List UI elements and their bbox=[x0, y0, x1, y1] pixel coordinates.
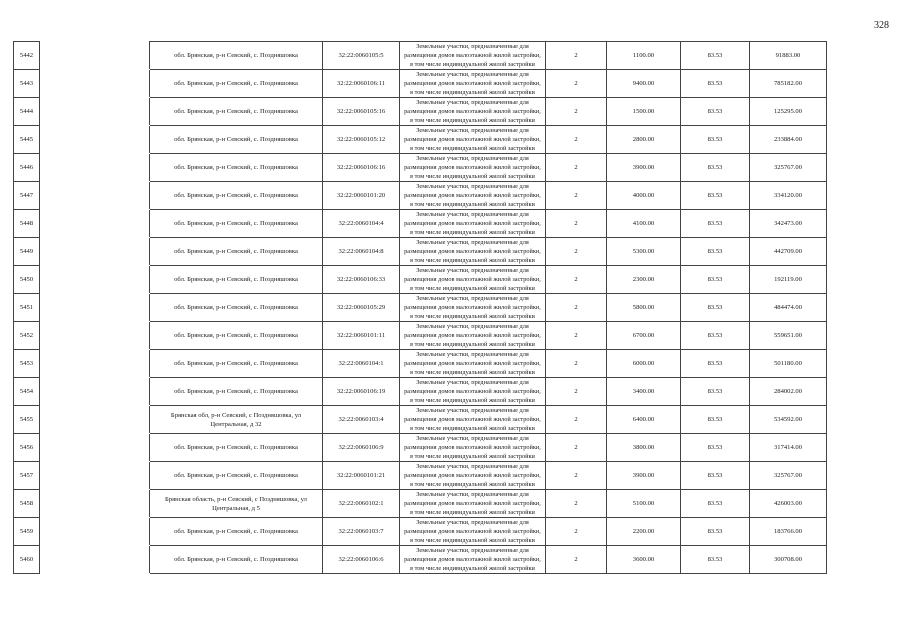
cell-address: обл. Брянская, р-н Севский, с. Поздняшовка bbox=[150, 70, 323, 98]
cell-group: 2 bbox=[546, 98, 607, 126]
cell-cadastral-number: 32:22:0060106:9 bbox=[323, 434, 400, 462]
page-number: 328 bbox=[874, 20, 889, 31]
cell-specific-value: 83.53 bbox=[681, 518, 750, 546]
cell-cadastral-number: 32:22:0060103:7 bbox=[323, 518, 400, 546]
cell-empty bbox=[40, 294, 150, 322]
cell-number: 5454 bbox=[14, 378, 40, 406]
cell-specific-value: 83.53 bbox=[681, 266, 750, 294]
cell-empty bbox=[40, 238, 150, 266]
cell-number: 5458 bbox=[14, 490, 40, 518]
cell-cadastral-value: 342473.00 bbox=[750, 210, 827, 238]
cell-land-use-description: Земельные участки, предназначенные для размещения домов малоэтажной жилой застройки, в том числе индивидуальной жилой застройки bbox=[400, 70, 546, 98]
table-row bbox=[14, 182, 905, 210]
cell-trailing-gap bbox=[827, 546, 905, 574]
table-row bbox=[14, 406, 905, 434]
cell-specific-value: 83.53 bbox=[681, 350, 750, 378]
cell-specific-value: 83.53 bbox=[681, 462, 750, 490]
cell-address: обл. Брянская, р-н Севский, с. Поздняшовка bbox=[150, 518, 323, 546]
cell-address: обл. Брянская, р-н Севский, с. Поздняшовка bbox=[150, 154, 323, 182]
cell-cadastral-number: 32:22:0060101:21 bbox=[323, 462, 400, 490]
cell-specific-value: 83.53 bbox=[681, 98, 750, 126]
cell-specific-value: 83.53 bbox=[681, 182, 750, 210]
cell-address: обл. Брянская, р-н Севский, с. Поздняшовка bbox=[150, 98, 323, 126]
cell-address: обл. Брянская, р-н Севский, с. Поздняшовка bbox=[150, 210, 323, 238]
cell-empty bbox=[40, 490, 150, 518]
cell-area: 3400.00 bbox=[607, 378, 681, 406]
cell-group: 2 bbox=[546, 154, 607, 182]
cell-number: 5448 bbox=[14, 210, 40, 238]
cell-empty bbox=[40, 350, 150, 378]
cell-land-use-description: Земельные участки, предназначенные для размещения домов малоэтажной жилой застройки, в том числе индивидуальной жилой застройки bbox=[400, 42, 546, 70]
cell-address: обл. Брянская, р-н Севский, с. Поздняшовка bbox=[150, 322, 323, 350]
cell-group: 2 bbox=[546, 406, 607, 434]
cell-area: 3900.00 bbox=[607, 462, 681, 490]
cell-cadastral-number: 32:22:0060101:11 bbox=[323, 322, 400, 350]
cell-number: 5455 bbox=[14, 406, 40, 434]
cell-cadastral-value: 192119.00 bbox=[750, 266, 827, 294]
cell-land-use-description: Земельные участки, предназначенные для размещения домов малоэтажной жилой застройки, в том числе индивидуальной жилой застройки bbox=[400, 210, 546, 238]
cell-area: 2200.00 bbox=[607, 518, 681, 546]
cell-number: 5444 bbox=[14, 98, 40, 126]
cell-specific-value: 83.53 bbox=[681, 70, 750, 98]
cell-cadastral-value: 334120.00 bbox=[750, 182, 827, 210]
cell-group: 2 bbox=[546, 490, 607, 518]
cell-cadastral-number: 32:22:0060105:5 bbox=[323, 42, 400, 70]
cell-group: 2 bbox=[546, 434, 607, 462]
cell-land-use-description: Земельные участки, предназначенные для размещения домов малоэтажной жилой застройки, в том числе индивидуальной жилой застройки bbox=[400, 378, 546, 406]
table-row bbox=[14, 210, 905, 238]
cell-specific-value: 83.53 bbox=[681, 546, 750, 574]
cell-number: 5452 bbox=[14, 322, 40, 350]
cell-group: 2 bbox=[546, 266, 607, 294]
cell-cadastral-number: 32:22:0060105:29 bbox=[323, 294, 400, 322]
cell-cadastral-value: 317414.00 bbox=[750, 434, 827, 462]
cell-cadastral-value: 325767.00 bbox=[750, 462, 827, 490]
cell-area: 5800.00 bbox=[607, 294, 681, 322]
cell-group: 2 bbox=[546, 350, 607, 378]
cell-address: обл. Брянская, р-н Севский, с. Поздняшовка bbox=[150, 434, 323, 462]
cell-area: 2300.00 bbox=[607, 266, 681, 294]
cell-group: 2 bbox=[546, 378, 607, 406]
cell-land-use-description: Земельные участки, предназначенные для размещения домов малоэтажной жилой застройки, в том числе индивидуальной жилой застройки bbox=[400, 182, 546, 210]
cell-land-use-description: Земельные участки, предназначенные для размещения домов малоэтажной жилой застройки, в том числе индивидуальной жилой застройки bbox=[400, 434, 546, 462]
cell-group: 2 bbox=[546, 322, 607, 350]
cell-group: 2 bbox=[546, 546, 607, 574]
cell-trailing-gap bbox=[827, 154, 905, 182]
table-row bbox=[14, 350, 905, 378]
cell-group: 2 bbox=[546, 126, 607, 154]
cell-empty bbox=[40, 98, 150, 126]
cell-address: Брянская обл, р-н Севский, с Поздняшовка, ул Центральная, д 32 bbox=[150, 406, 323, 434]
cell-cadastral-number: 32:22:0060106:6 bbox=[323, 546, 400, 574]
cell-cadastral-number: 32:22:0060106:11 bbox=[323, 70, 400, 98]
table-row bbox=[14, 98, 905, 126]
cell-specific-value: 83.53 bbox=[681, 406, 750, 434]
cell-specific-value: 83.53 bbox=[681, 154, 750, 182]
table-row bbox=[14, 126, 905, 154]
cell-cadastral-value: 125295.00 bbox=[750, 98, 827, 126]
cell-cadastral-number: 32:22:0060104:1 bbox=[323, 350, 400, 378]
cell-cadastral-number: 32:22:0060106:16 bbox=[323, 154, 400, 182]
cell-land-use-description: Земельные участки, предназначенные для размещения домов малоэтажной жилой застройки, в том числе индивидуальной жилой застройки bbox=[400, 294, 546, 322]
cell-group: 2 bbox=[546, 462, 607, 490]
cell-land-use-description: Земельные участки, предназначенные для размещения домов малоэтажной жилой застройки, в том числе индивидуальной жилой застройки bbox=[400, 98, 546, 126]
cell-cadastral-value: 325767.00 bbox=[750, 154, 827, 182]
cell-cadastral-value: 300708.00 bbox=[750, 546, 827, 574]
cell-area: 3900.00 bbox=[607, 154, 681, 182]
cell-trailing-gap bbox=[827, 238, 905, 266]
cell-cadastral-number: 32:22:0060104:8 bbox=[323, 238, 400, 266]
cell-empty bbox=[40, 434, 150, 462]
cell-trailing-gap bbox=[827, 378, 905, 406]
table-row bbox=[14, 546, 905, 574]
cell-trailing-gap bbox=[827, 490, 905, 518]
cell-cadastral-number: 32:22:0060104:4 bbox=[323, 210, 400, 238]
cell-address: обл. Брянская, р-н Севский, с. Поздняшовка bbox=[150, 294, 323, 322]
cell-number: 5459 bbox=[14, 518, 40, 546]
cell-trailing-gap bbox=[827, 350, 905, 378]
cell-specific-value: 83.53 bbox=[681, 126, 750, 154]
cell-cadastral-number: 32:22:0060101:20 bbox=[323, 182, 400, 210]
cell-address: обл. Брянская, р-н Севский, с. Поздняшовка bbox=[150, 462, 323, 490]
cell-address: обл. Брянская, р-н Севский, с. Поздняшовка bbox=[150, 546, 323, 574]
cell-empty bbox=[40, 154, 150, 182]
cell-cadastral-value: 442709.00 bbox=[750, 238, 827, 266]
cell-land-use-description: Земельные участки, предназначенные для размещения домов малоэтажной жилой застройки, в том числе индивидуальной жилой застройки bbox=[400, 518, 546, 546]
cell-trailing-gap bbox=[827, 266, 905, 294]
cell-cadastral-value: 426003.00 bbox=[750, 490, 827, 518]
cell-cadastral-value: 534592.00 bbox=[750, 406, 827, 434]
cell-cadastral-number: 32:22:0060105:16 bbox=[323, 98, 400, 126]
cell-empty bbox=[40, 462, 150, 490]
cell-land-use-description: Земельные участки, предназначенные для размещения домов малоэтажной жилой застройки, в том числе индивидуальной жилой застройки bbox=[400, 154, 546, 182]
cell-cadastral-number: 32:22:0060103:4 bbox=[323, 406, 400, 434]
cell-cadastral-value: 183766.00 bbox=[750, 518, 827, 546]
cell-number: 5446 bbox=[14, 154, 40, 182]
table-row bbox=[14, 434, 905, 462]
cell-number: 5445 bbox=[14, 126, 40, 154]
cell-area: 6400.00 bbox=[607, 406, 681, 434]
cell-land-use-description: Земельные участки, предназначенные для размещения домов малоэтажной жилой застройки, в том числе индивидуальной жилой застройки bbox=[400, 546, 546, 574]
cell-group: 2 bbox=[546, 182, 607, 210]
cell-trailing-gap bbox=[827, 210, 905, 238]
cell-area: 1100.00 bbox=[607, 42, 681, 70]
cell-cadastral-value: 484474.00 bbox=[750, 294, 827, 322]
cell-address: обл. Брянская, р-н Севский, с. Поздняшовка bbox=[150, 126, 323, 154]
cadastral-value-table bbox=[13, 41, 905, 574]
cell-address: обл. Брянская, р-н Севский, с. Поздняшовка bbox=[150, 238, 323, 266]
cell-land-use-description: Земельные участки, предназначенные для размещения домов малоэтажной жилой застройки, в том числе индивидуальной жилой застройки bbox=[400, 350, 546, 378]
table-row bbox=[14, 70, 905, 98]
cell-specific-value: 83.53 bbox=[681, 210, 750, 238]
cell-area: 5300.00 bbox=[607, 238, 681, 266]
cell-empty bbox=[40, 182, 150, 210]
cell-area: 9400.00 bbox=[607, 70, 681, 98]
cell-group: 2 bbox=[546, 210, 607, 238]
cell-cadastral-value: 233884.00 bbox=[750, 126, 827, 154]
cell-number: 5442 bbox=[14, 42, 40, 70]
cell-number: 5456 bbox=[14, 434, 40, 462]
cell-trailing-gap bbox=[827, 406, 905, 434]
table-row bbox=[14, 266, 905, 294]
table-row bbox=[14, 154, 905, 182]
cell-land-use-description: Земельные участки, предназначенные для размещения домов малоэтажной жилой застройки, в том числе индивидуальной жилой застройки bbox=[400, 462, 546, 490]
cell-empty bbox=[40, 378, 150, 406]
cell-address: Брянская область, р-н Севский, с Поздняшовка, ул Центральная, д 5 bbox=[150, 490, 323, 518]
cell-group: 2 bbox=[546, 70, 607, 98]
cell-address: обл. Брянская, р-н Севский, с. Поздняшовка bbox=[150, 350, 323, 378]
cell-cadastral-number: 32:22:0060102:1 bbox=[323, 490, 400, 518]
cell-land-use-description: Земельные участки, предназначенные для размещения домов малоэтажной жилой застройки, в том числе индивидуальной жилой застройки bbox=[400, 266, 546, 294]
cell-area: 3600.00 bbox=[607, 546, 681, 574]
cell-number: 5447 bbox=[14, 182, 40, 210]
table-row bbox=[14, 490, 905, 518]
table-row bbox=[14, 322, 905, 350]
cell-empty bbox=[40, 406, 150, 434]
cell-specific-value: 83.53 bbox=[681, 490, 750, 518]
cell-cadastral-value: 559651.00 bbox=[750, 322, 827, 350]
cell-area: 5100.00 bbox=[607, 490, 681, 518]
cell-number: 5443 bbox=[14, 70, 40, 98]
table-body bbox=[14, 42, 905, 574]
cell-trailing-gap bbox=[827, 434, 905, 462]
cell-number: 5460 bbox=[14, 546, 40, 574]
cell-trailing-gap bbox=[827, 518, 905, 546]
cell-number: 5451 bbox=[14, 294, 40, 322]
cell-trailing-gap bbox=[827, 182, 905, 210]
cell-trailing-gap bbox=[827, 294, 905, 322]
cell-cadastral-value: 284002.00 bbox=[750, 378, 827, 406]
cell-group: 2 bbox=[546, 518, 607, 546]
cell-land-use-description: Земельные участки, предназначенные для размещения домов малоэтажной жилой застройки, в том числе индивидуальной жилой застройки bbox=[400, 490, 546, 518]
cell-group: 2 bbox=[546, 42, 607, 70]
cell-address: обл. Брянская, р-н Севский, с. Поздняшовка bbox=[150, 266, 323, 294]
cell-land-use-description: Земельные участки, предназначенные для размещения домов малоэтажной жилой застройки, в том числе индивидуальной жилой застройки bbox=[400, 126, 546, 154]
cell-specific-value: 83.53 bbox=[681, 42, 750, 70]
cell-cadastral-number: 32:22:0060105:12 bbox=[323, 126, 400, 154]
cell-cadastral-value: 785182.00 bbox=[750, 70, 827, 98]
cell-area: 6700.00 bbox=[607, 322, 681, 350]
cell-address: обл. Брянская, р-н Севский, с. Поздняшовка bbox=[150, 182, 323, 210]
cell-cadastral-value: 501180.00 bbox=[750, 350, 827, 378]
cell-group: 2 bbox=[546, 238, 607, 266]
cell-empty bbox=[40, 42, 150, 70]
table-row bbox=[14, 42, 905, 70]
cell-empty bbox=[40, 518, 150, 546]
cell-area: 1500.00 bbox=[607, 98, 681, 126]
cell-cadastral-number: 32:22:0060106:33 bbox=[323, 266, 400, 294]
cell-trailing-gap bbox=[827, 70, 905, 98]
cell-empty bbox=[40, 210, 150, 238]
cell-land-use-description: Земельные участки, предназначенные для размещения домов малоэтажной жилой застройки, в том числе индивидуальной жилой застройки bbox=[400, 238, 546, 266]
cell-specific-value: 83.53 bbox=[681, 294, 750, 322]
cell-area: 3800.00 bbox=[607, 434, 681, 462]
cell-number: 5457 bbox=[14, 462, 40, 490]
cell-land-use-description: Земельные участки, предназначенные для размещения домов малоэтажной жилой застройки, в том числе индивидуальной жилой застройки bbox=[400, 322, 546, 350]
cell-trailing-gap bbox=[827, 322, 905, 350]
cell-specific-value: 83.53 bbox=[681, 378, 750, 406]
cell-area: 4000.00 bbox=[607, 182, 681, 210]
cell-trailing-gap bbox=[827, 98, 905, 126]
table-row bbox=[14, 238, 905, 266]
cell-trailing-gap bbox=[827, 126, 905, 154]
cell-empty bbox=[40, 322, 150, 350]
table-row bbox=[14, 518, 905, 546]
cell-area: 2800.00 bbox=[607, 126, 681, 154]
cell-land-use-description: Земельные участки, предназначенные для размещения домов малоэтажной жилой застройки, в том числе индивидуальной жилой застройки bbox=[400, 406, 546, 434]
cell-area: 6000.00 bbox=[607, 350, 681, 378]
cell-specific-value: 83.53 bbox=[681, 322, 750, 350]
cell-cadastral-value: 91883.00 bbox=[750, 42, 827, 70]
cell-empty bbox=[40, 546, 150, 574]
cell-trailing-gap bbox=[827, 462, 905, 490]
cell-group: 2 bbox=[546, 294, 607, 322]
cell-address: обл. Брянская, р-н Севский, с. Поздняшовка bbox=[150, 378, 323, 406]
cell-specific-value: 83.53 bbox=[681, 238, 750, 266]
cell-empty bbox=[40, 126, 150, 154]
cell-number: 5449 bbox=[14, 238, 40, 266]
cell-empty bbox=[40, 266, 150, 294]
table-row bbox=[14, 462, 905, 490]
cell-empty bbox=[40, 70, 150, 98]
cell-address: обл. Брянская, р-н Севский, с. Поздняшовка bbox=[150, 42, 323, 70]
cell-number: 5450 bbox=[14, 266, 40, 294]
cell-cadastral-number: 32:22:0060106:19 bbox=[323, 378, 400, 406]
cell-area: 4100.00 bbox=[607, 210, 681, 238]
cell-specific-value: 83.53 bbox=[681, 434, 750, 462]
table-row bbox=[14, 378, 905, 406]
cell-number: 5453 bbox=[14, 350, 40, 378]
table-row bbox=[14, 294, 905, 322]
cell-trailing-gap bbox=[827, 42, 905, 70]
